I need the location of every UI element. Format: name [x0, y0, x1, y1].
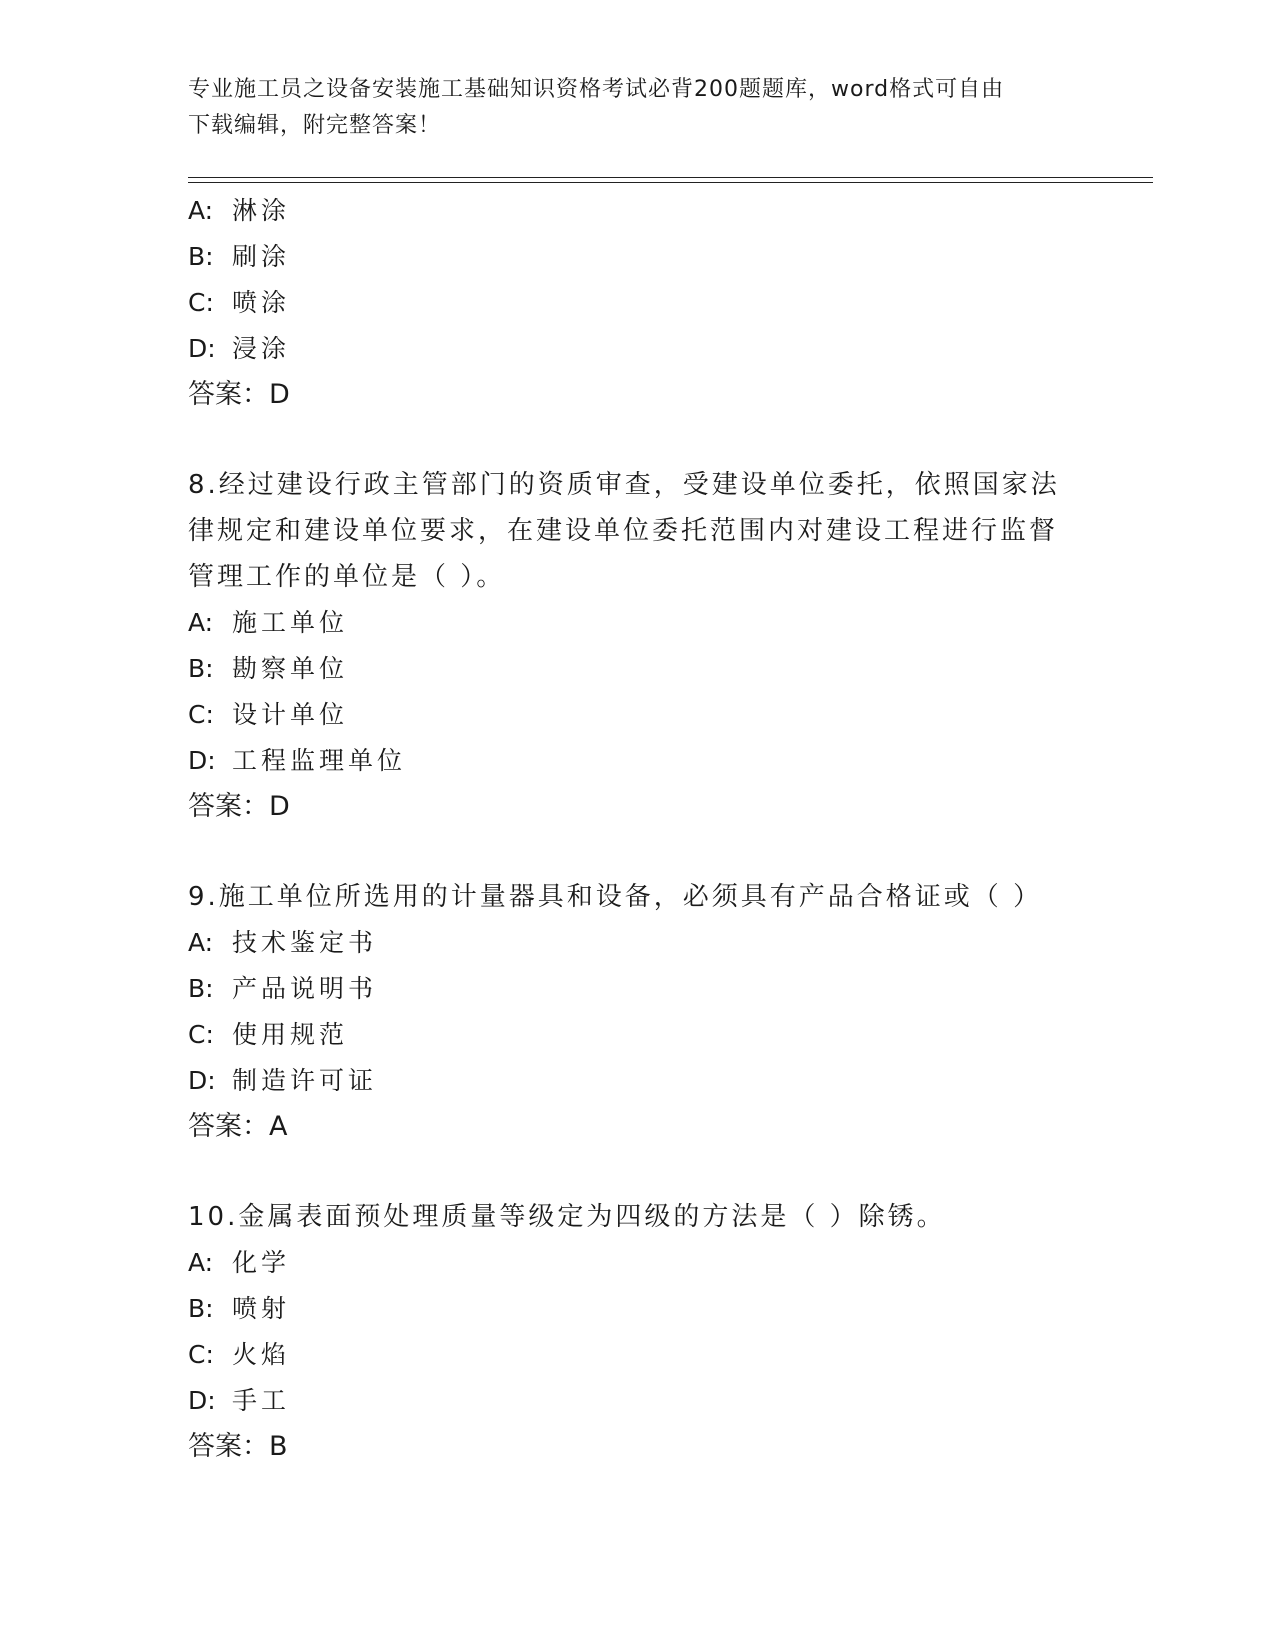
header-divider-bottom — [188, 182, 1153, 183]
option-text: 设计单位 — [232, 700, 349, 729]
header-line-1: 专业施工员之设备安装施工基础知识资格考试必背200题题库，word格式可自由 — [188, 77, 1005, 102]
option-d — [188, 1058, 1088, 1104]
option-text: 产品说明书 — [232, 974, 378, 1003]
option-label: C: — [188, 700, 214, 729]
option-c — [188, 280, 1088, 326]
option-label: B: — [188, 654, 214, 683]
option-a — [188, 1240, 1088, 1286]
option-label: B: — [188, 242, 214, 271]
option-d — [188, 1378, 1088, 1424]
option-label: D: — [188, 1066, 216, 1095]
question-9-block — [188, 874, 1088, 1150]
option-c — [188, 692, 1088, 738]
option-text: 淋涂 — [232, 196, 291, 225]
option-label: A: — [188, 1248, 214, 1277]
option-label: A: — [188, 928, 214, 957]
option-label: C: — [188, 1340, 214, 1369]
option-d — [188, 738, 1088, 784]
option-label: C: — [188, 1020, 214, 1049]
option-label: B: — [188, 1294, 214, 1323]
option-c — [188, 1332, 1088, 1378]
option-label: C: — [188, 288, 214, 317]
answer-line: 答案：B — [188, 1431, 288, 1462]
option-text: 工程监理单位 — [232, 746, 407, 775]
question-text-line: 管理工作的单位是（ ）。 — [188, 562, 506, 592]
option-text: 浸涂 — [232, 334, 291, 363]
option-text: 火焰 — [232, 1340, 291, 1369]
option-c — [188, 1012, 1088, 1058]
question-10-block — [188, 1194, 1088, 1470]
option-b — [188, 1286, 1088, 1332]
option-label: A: — [188, 608, 214, 637]
option-text: 制造许可证 — [232, 1066, 378, 1095]
option-text: 喷涂 — [232, 288, 291, 317]
option-text: 刷涂 — [232, 242, 291, 271]
option-text: 使用规范 — [232, 1020, 349, 1049]
answer-line: 答案：D — [188, 379, 290, 410]
answer-line: 答案：A — [188, 1111, 288, 1142]
option-text: 技术鉴定书 — [232, 928, 378, 957]
question-text-line: 9.施工单位所选用的计量器具和设备，必须具有产品合格证或（ ） — [188, 882, 1043, 912]
answer-line: 答案：D — [188, 791, 290, 822]
spacer — [188, 830, 1088, 874]
header-divider-top — [188, 177, 1153, 178]
option-label: B: — [188, 974, 214, 1003]
option-a — [188, 188, 1088, 234]
question-text-line: 律规定和建设单位要求，在建设单位委托范围内对建设工程进行监督 — [188, 516, 1059, 546]
option-label: A: — [188, 196, 214, 225]
option-label: D: — [188, 334, 216, 363]
option-text: 勘察单位 — [232, 654, 349, 683]
question-text-line: 8.经过建设行政主管部门的资质审查，受建设单位委托，依照国家法 — [188, 470, 1060, 500]
option-label: D: — [188, 1386, 216, 1415]
option-b — [188, 646, 1088, 692]
option-text: 喷射 — [232, 1294, 291, 1323]
option-b — [188, 234, 1088, 280]
option-a — [188, 600, 1088, 646]
spacer — [188, 1150, 1088, 1194]
option-a — [188, 920, 1088, 966]
option-d — [188, 326, 1088, 372]
question-8-block — [188, 462, 1088, 830]
option-text: 化学 — [232, 1248, 291, 1277]
option-text: 手工 — [232, 1386, 291, 1415]
question-7-block — [188, 188, 1088, 418]
header-line-2: 下载编辑，附完整答案！ — [188, 113, 442, 138]
option-b — [188, 966, 1088, 1012]
option-label: D: — [188, 746, 216, 775]
question-text-line: 10.金属表面预处理质量等级定为四级的方法是（ ）除锈。 — [188, 1202, 946, 1232]
question-list — [188, 188, 1088, 1470]
document-header — [188, 72, 1068, 144]
spacer — [188, 418, 1088, 462]
option-text: 施工单位 — [232, 608, 349, 637]
